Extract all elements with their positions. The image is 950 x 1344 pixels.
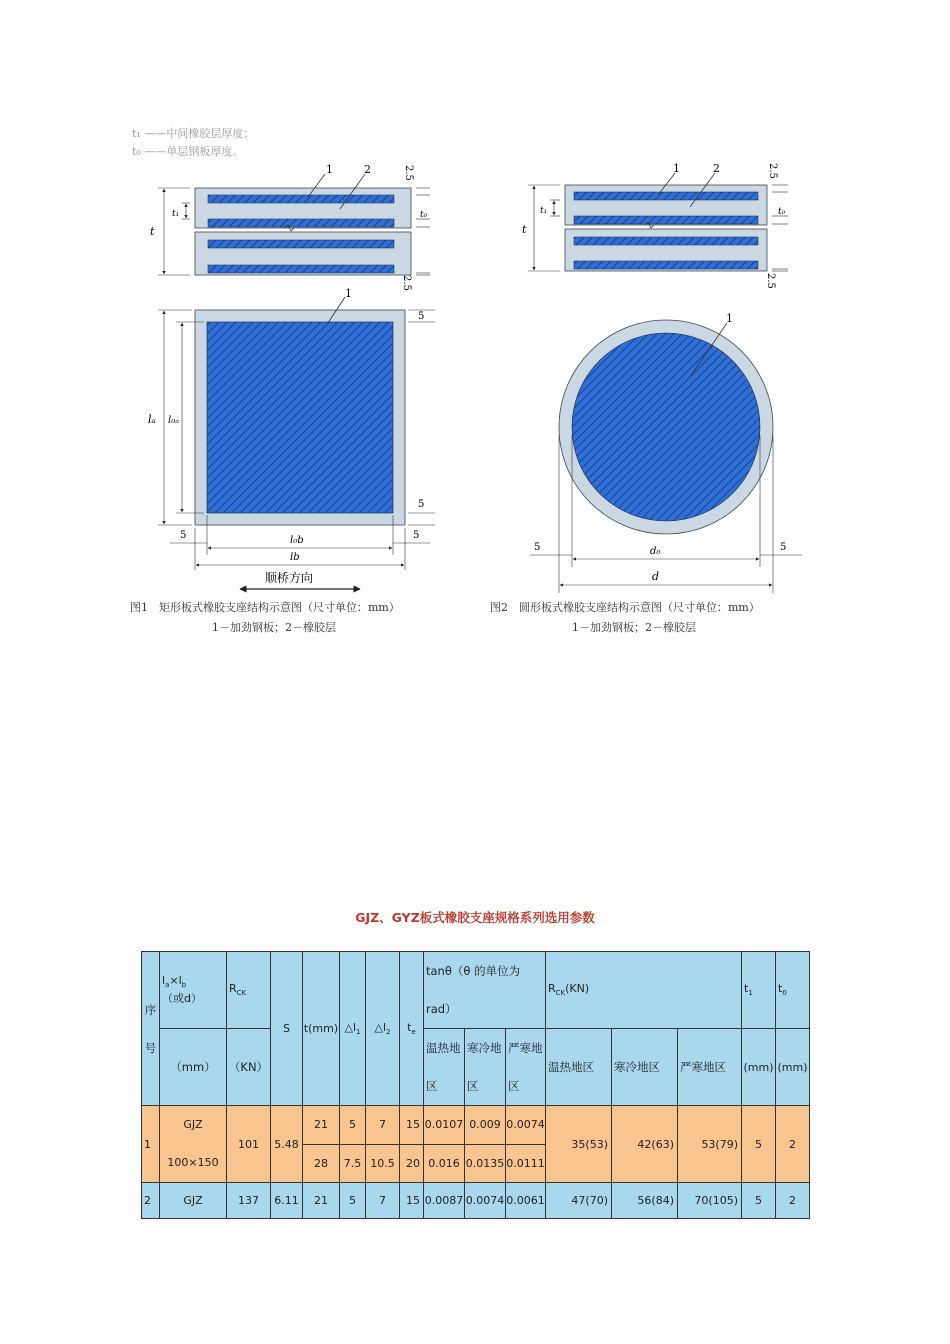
cell-r-cold: 56(84) bbox=[612, 1183, 678, 1219]
figure-1-caption: 图1 矩形板式橡胶支座结构示意图（尺寸单位：mm） bbox=[130, 601, 400, 614]
round-dim-t: t bbox=[522, 223, 527, 236]
cell-dl2: 10.5 bbox=[366, 1144, 400, 1183]
rect-dim-t0: t₀ bbox=[420, 210, 428, 220]
cell-r-warm: 35(53) bbox=[546, 1106, 612, 1183]
cell-tan-warm: 0.0087 bbox=[424, 1183, 465, 1219]
cell-t0: 2 bbox=[776, 1106, 810, 1183]
header-mm-1: (mm) bbox=[742, 1029, 776, 1106]
bearing-figures bbox=[120, 115, 830, 655]
table-row bbox=[142, 1106, 810, 1145]
cell-te: 20 bbox=[400, 1144, 424, 1183]
round-dim-t1: t₁ bbox=[540, 206, 548, 216]
spec-table bbox=[141, 951, 810, 1219]
header-rck2: $R_{CK}(KN)$ bbox=[546, 952, 742, 1029]
header-s: S bbox=[271, 952, 303, 1106]
cell-s: 6.11 bbox=[271, 1183, 303, 1219]
rect-dim-l0a: l₀ₐ bbox=[168, 415, 179, 426]
legend-line-1: t₁ ——中间橡胶层厚度； bbox=[132, 127, 255, 140]
cell-dl2: 7 bbox=[366, 1183, 400, 1219]
rect-bearing-section bbox=[150, 163, 430, 291]
header-size: $l_a\times l_b$（或d） bbox=[160, 952, 227, 1029]
cell-seq: 2 bbox=[142, 1183, 160, 1219]
round-dim-d: d bbox=[652, 570, 660, 583]
header-r-cold: 寒冷地区 bbox=[612, 1029, 678, 1106]
cell-t: 21 bbox=[303, 1106, 340, 1145]
cell-name: GJZ bbox=[160, 1183, 227, 1219]
round-bearing-plan bbox=[530, 312, 802, 593]
rect-dim-5-right-top: 5 bbox=[418, 311, 425, 322]
rect-callout-1: 1 bbox=[326, 163, 333, 176]
cell-tan-warm: 0.016 bbox=[424, 1144, 465, 1183]
rect-dim-2-5-top: 2.5 bbox=[403, 165, 414, 181]
rect-dim-5-left: 5 bbox=[180, 530, 187, 541]
figure-1-caption-legend: 1－加劲钢板；2－橡胶层 bbox=[212, 621, 336, 634]
table-header-row-1 bbox=[142, 952, 810, 1029]
header-dl2: $\triangle l_2$ bbox=[366, 952, 400, 1106]
table-header-row-2 bbox=[142, 1029, 810, 1106]
rect-callout-2: 2 bbox=[364, 163, 371, 176]
round-callout-top: 1 bbox=[726, 312, 733, 325]
header-te: $t_e$ bbox=[400, 952, 424, 1106]
round-bearing-section bbox=[522, 162, 788, 289]
header-seq: 序号 bbox=[142, 952, 160, 1106]
header-t0: $t_0$ bbox=[776, 952, 810, 1029]
cell-s: 5.48 bbox=[271, 1106, 303, 1183]
header-r-warm: 温热地区 bbox=[546, 1029, 612, 1106]
round-dim-5-left: 5 bbox=[534, 542, 541, 553]
cell-te: 15 bbox=[400, 1106, 424, 1145]
cell-t: 21 bbox=[303, 1183, 340, 1219]
cell-r-severe: 70(105) bbox=[678, 1183, 742, 1219]
cell-name: GJZ 100×150 bbox=[160, 1106, 227, 1183]
rect-callout-top: 1 bbox=[345, 287, 352, 300]
rect-dim-lb: lb bbox=[290, 552, 300, 563]
cell-dl1: 7.5 bbox=[340, 1144, 366, 1183]
table-title: GJZ、GYZ板式橡胶支座规格系列选用参数 bbox=[355, 910, 595, 925]
table-row bbox=[142, 1183, 810, 1219]
figure-2-caption-legend: 1－加劲钢板；2－橡胶层 bbox=[572, 621, 696, 634]
header-dl1: $\triangle l_1$ bbox=[340, 952, 366, 1106]
cell-dl1: 5 bbox=[340, 1106, 366, 1145]
round-dim-2-5-bottom: 2.5 bbox=[765, 273, 776, 289]
cell-tan-severe: 0.0074 bbox=[506, 1106, 546, 1145]
rect-dim-l0b: l₀b bbox=[290, 535, 304, 546]
header-tan-warm: 温热地 区 bbox=[424, 1029, 465, 1106]
cell-tan-cold: 0.0135 bbox=[465, 1144, 506, 1183]
bridge-direction-label: 顺桥方向 bbox=[265, 571, 314, 585]
rect-dim-5-right: 5 bbox=[413, 530, 420, 541]
header-t1: $t_1$ bbox=[742, 952, 776, 1029]
round-dim-d0: d₀ bbox=[650, 546, 661, 557]
header-tan: tanθ（θ 的单位为 rad） bbox=[424, 952, 546, 1029]
header-size-unit: （mm） bbox=[160, 1029, 227, 1106]
cell-tan-severe: 0.0111 bbox=[506, 1144, 546, 1183]
cell-r-cold: 42(63) bbox=[612, 1106, 678, 1183]
header-r-severe: 严寒地区 bbox=[678, 1029, 742, 1106]
header-rck-unit: （KN） bbox=[227, 1029, 271, 1106]
cell-tan-cold: 0.0074 bbox=[465, 1183, 506, 1219]
cell-rck: 101 bbox=[227, 1106, 271, 1183]
rect-dim-la: lₐ bbox=[148, 413, 156, 426]
cell-r-warm: 47(70) bbox=[546, 1183, 612, 1219]
cell-t: 28 bbox=[303, 1144, 340, 1183]
cell-tan-severe: 0.0061 bbox=[506, 1183, 546, 1219]
rect-dim-2-5-bottom: 2.5 bbox=[401, 275, 412, 291]
rect-dim-5-right-bottom: 5 bbox=[418, 499, 425, 510]
round-dim-2-5-top: 2.5 bbox=[767, 163, 778, 179]
legend-line-2: t₀ ——单层钢板厚度。 bbox=[132, 145, 244, 158]
cell-t1: 5 bbox=[742, 1106, 776, 1183]
cell-t0: 2 bbox=[776, 1183, 810, 1219]
rect-dim-t1: t₁ bbox=[172, 209, 180, 219]
round-callout-2: 2 bbox=[713, 162, 720, 175]
header-tan-cold: 寒冷地 区 bbox=[465, 1029, 506, 1106]
cell-t1: 5 bbox=[742, 1183, 776, 1219]
round-callout-1: 1 bbox=[673, 162, 680, 175]
header-t: t(mm) bbox=[303, 952, 340, 1106]
header-tan-severe: 严寒地 区 bbox=[506, 1029, 546, 1106]
header-mm-2: (mm) bbox=[776, 1029, 810, 1106]
rect-dim-t: t bbox=[150, 225, 155, 238]
cell-seq: 1 bbox=[142, 1106, 160, 1183]
rect-bearing-plan bbox=[148, 287, 435, 589]
cell-dl2: 7 bbox=[366, 1106, 400, 1145]
header-rck: $R_{CK}$ bbox=[227, 952, 271, 1029]
cell-te: 15 bbox=[400, 1183, 424, 1219]
figure-2-caption: 图2 圆形板式橡胶支座结构示意图（尺寸单位：mm） bbox=[490, 601, 760, 614]
cell-rck: 137 bbox=[227, 1183, 271, 1219]
cell-tan-cold: 0.009 bbox=[465, 1106, 506, 1145]
cell-dl1: 5 bbox=[340, 1183, 366, 1219]
cell-tan-warm: 0.0107 bbox=[424, 1106, 465, 1145]
round-dim-5-right: 5 bbox=[780, 542, 787, 553]
cell-r-severe: 53(79) bbox=[678, 1106, 742, 1183]
round-dim-t0: t₀ bbox=[778, 207, 786, 217]
